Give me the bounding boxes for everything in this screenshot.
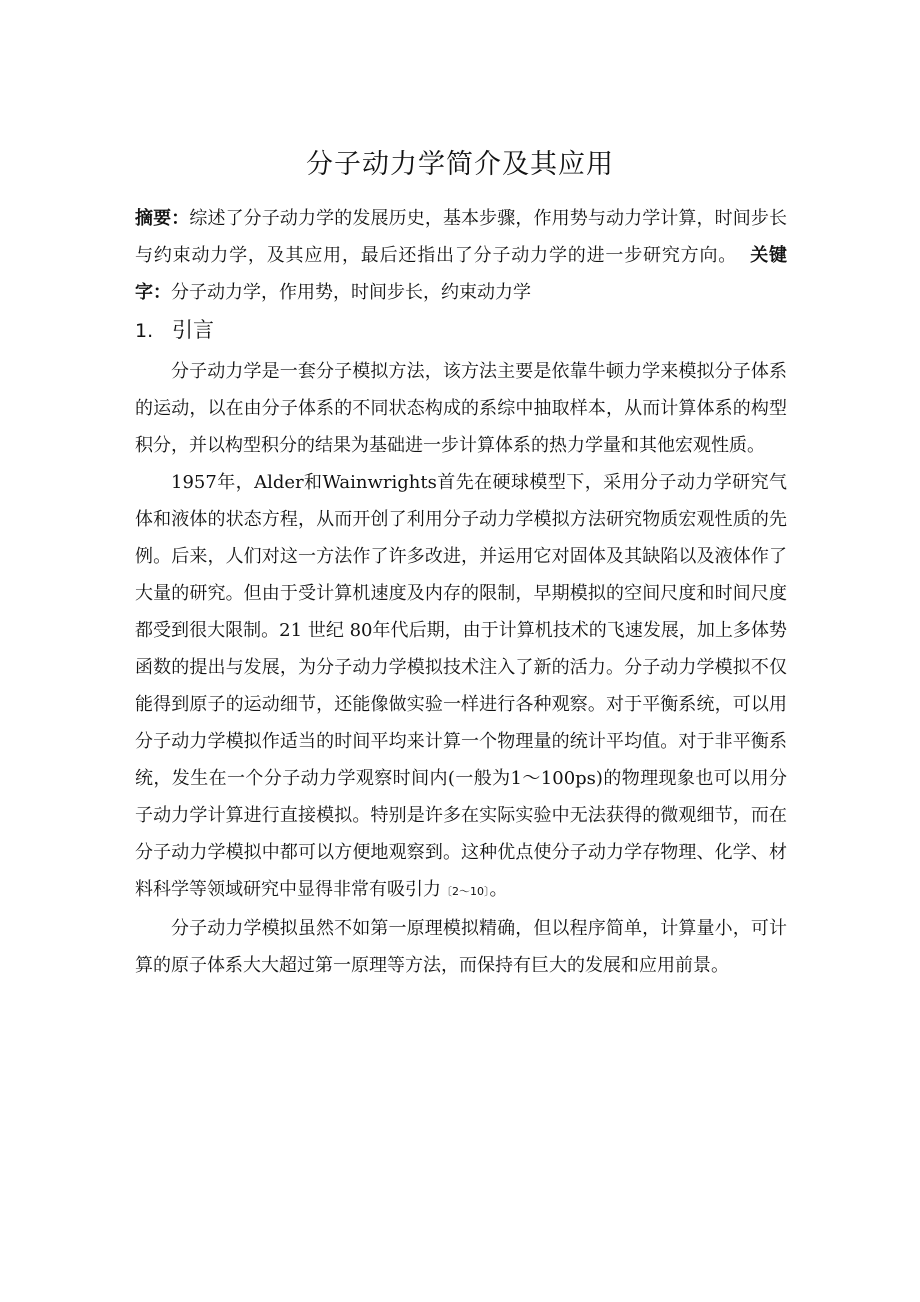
abstract-block xyxy=(135,200,787,311)
paragraph: 分子动力学是一套分子模拟方法，该方法主要是依靠牛顿力学来模拟分子体系的运动，以在由分子体系的不同状态构成的系综中抽取样本，从而计算体系的构型积分，并以构型积分的结果为基础进一步计算体系的热力学量和其他宏观性质。 xyxy=(135,361,787,456)
keywords-label: 关键字： xyxy=(135,245,788,303)
section-number: 1. xyxy=(135,320,154,342)
paragraph-text: 1957年，Alder和Wainwrights首先在硬球模型下，采用分子动力学研究气 体和液体的状态方程，从而开创了利用分子动力学模拟方法研究物质宏观性质的先例。后来，人们对这一方法作了许多改进，并运用它对固体及其缺陷以及液体作了大量的研究。但由于受计算机速度及内存的限制，早期模拟的空间尺度和时间尺度都受到很大限制。21 世纪 80年代后期，由于计算机技术的飞速发展，加上多体势函数的提出与发展，为分子动力学模拟技术注入了新的活力。分子动力学模拟不仅能得到原子的运动细节，还能像做实验一样进行各种观察。对于平衡系统，可以用分子动力学模拟作适当的时间平均来计算一个物理量的统计平均值。对于非平衡系统，发生在一个分子动力学观察时间内(一般为1〜100ps)的物理现象也可以用分子动力学计算进行直接模拟。特别是许多在实际实验中无法获得的微观细节，而在分子动力学模拟中都可以方便地观察到。这种优点使分子动力学存物理、化学、材料科学等领域研究中显得非常有吸引力 xyxy=(135,472,787,900)
paragraph xyxy=(135,464,787,910)
paragraph-end: 。 xyxy=(489,879,508,900)
citation: 〔2〜10〕 xyxy=(441,885,490,898)
document-title: 分子动力学简介及其应用 xyxy=(306,149,614,180)
paragraph: 分子动力学模拟虽然不如第一原理模拟精确，但以程序简单，计算量小，可计算的原子体系大大超过第一原理等方法，而保持有巨大的发展和应用前景。 xyxy=(135,918,787,976)
section-heading xyxy=(135,314,787,347)
section-title: 引言 xyxy=(172,318,214,342)
section-body xyxy=(135,353,787,984)
keywords-text: 分子动力学，作用势，时间步长，约束动力学 xyxy=(171,282,531,303)
abstract-text: 综述了分子动力学的发展历史，基本步骤，作用势与动力学计算，时间步长与约束动力学，及其应用，最后还指出了分子动力学的进一步研究方向。 xyxy=(135,208,787,266)
abstract-label: 摘要： xyxy=(135,208,190,229)
